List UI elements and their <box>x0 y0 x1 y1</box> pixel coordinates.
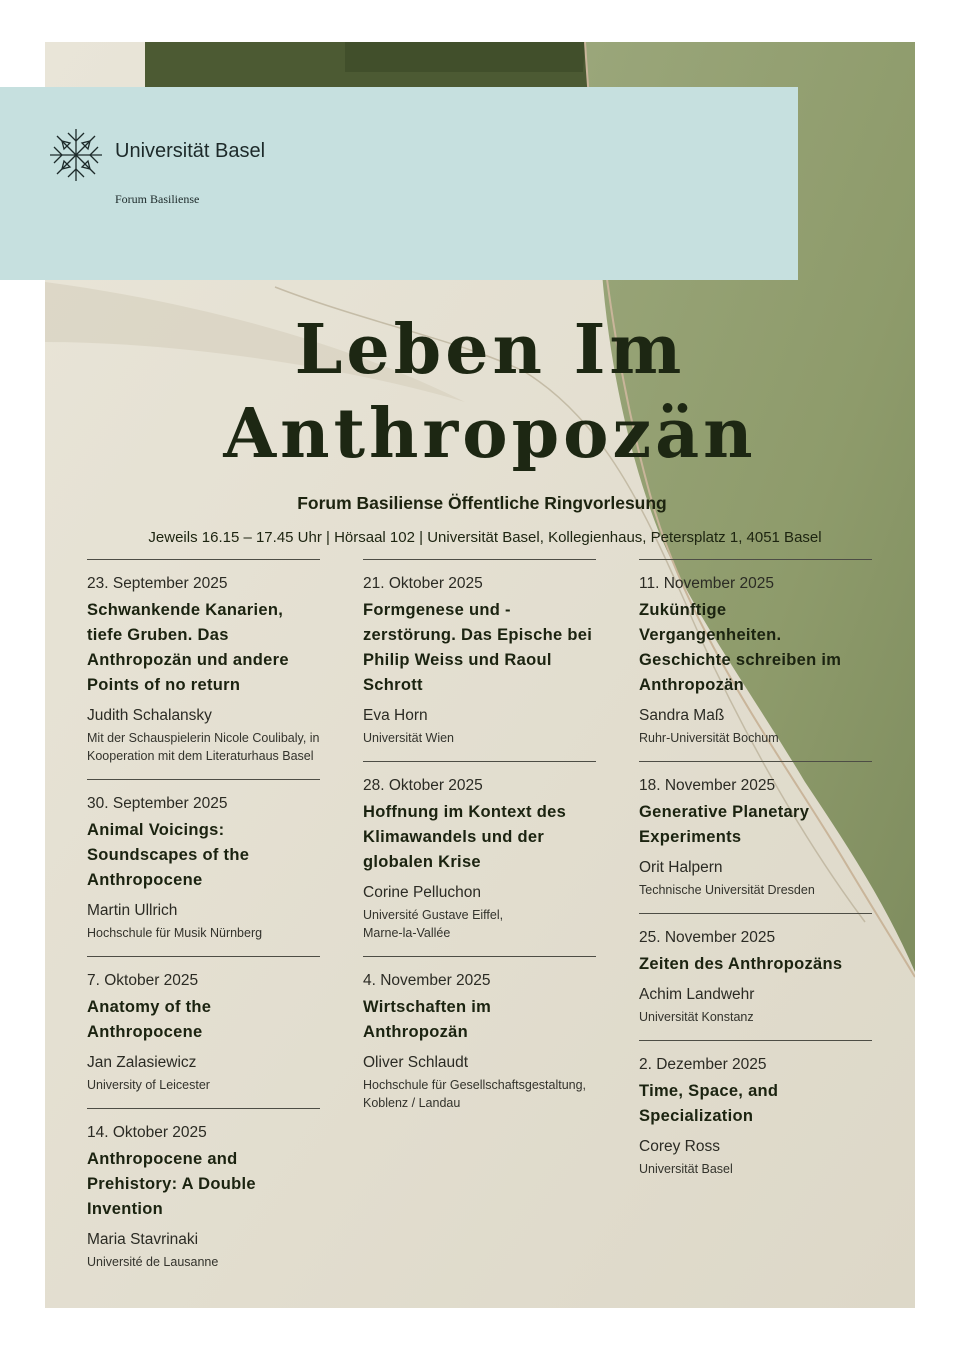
lecture-date: 7. Oktober 2025 <box>87 972 199 989</box>
lecture-title: Anthropocene and Prehistory: A Double Invention <box>87 1150 256 1218</box>
lecture-speaker: Martin Ullrich <box>87 902 178 919</box>
lecture-affiliation: Université de Lausanne <box>87 1255 219 1269</box>
lecture-speaker: Maria Stavrinaki <box>87 1231 199 1248</box>
lecture-entry <box>87 1108 320 1285</box>
lecture-speaker: Jan Zalasiewicz <box>87 1054 197 1071</box>
lecture-entry <box>639 559 872 761</box>
lecture-date: 23. September 2025 <box>87 575 228 592</box>
lecture-affiliation: University of Leicester <box>87 1078 210 1092</box>
lecture-speaker: Sandra Maß <box>639 707 725 724</box>
lecture-entry <box>639 913 872 1040</box>
lecture-date: 2. Dezember 2025 <box>639 1056 767 1073</box>
lecture-affiliation: Hochschule für Musik Nürnberg <box>87 926 263 940</box>
lecture-title: Hoffnung im Kontext des Klimawandels und der globalen Krise <box>363 803 567 871</box>
lecture-date: 11. November 2025 <box>639 575 774 592</box>
lecture-speaker: Judith Schalansky <box>87 707 212 724</box>
lecture-date: 21. Oktober 2025 <box>363 575 483 592</box>
lecture-affiliation: Ruhr-Universität Bochum <box>639 731 779 745</box>
lecture-entry <box>363 559 596 761</box>
lecture-speaker: Eva Horn <box>363 707 428 724</box>
event-info: Jeweils 16.15 – 17.45 Uhr | Hörsaal 102 | Universität Basel, Kollegienhaus, Petersplatz 1, 4051 Basel <box>148 529 822 546</box>
lecture-title: Anatomy of the Anthropocene <box>87 998 212 1041</box>
lecture-entry <box>87 559 320 779</box>
lecture-affiliation: Hochschule für Gesellschaftsgestaltung, Koblenz / Landau <box>363 1078 587 1110</box>
lecture-entry <box>639 761 872 913</box>
snowflake-star-logo-icon <box>48 127 104 183</box>
lecture-title: Formgenese und -zerstörung. Das Epische bei Philip Weiss und Raoul Schrott <box>363 601 593 694</box>
lecture-column-2 <box>363 559 596 1126</box>
lecture-affiliation: Mit der Schauspielerin Nicole Coulibaly, in Kooperation mit dem Literaturhaus Basel <box>87 731 320 763</box>
lecture-entry <box>87 956 320 1108</box>
lecture-date: 30. September 2025 <box>87 795 228 812</box>
lecture-title: Wirtschaften im Anthropozän <box>363 998 492 1041</box>
lecture-speaker: Achim Landwehr <box>639 986 755 1003</box>
lecture-title: Zeiten des Anthropozäns <box>639 955 843 973</box>
unit-name: Forum Basiliense <box>115 192 200 206</box>
lecture-title: Zukünftige Vergangenheiten. Geschichte schreiben im Anthropozän <box>639 601 842 694</box>
lecture-date: 14. Oktober 2025 <box>87 1124 207 1141</box>
lecture-affiliation: Technische Universität Dresden <box>639 883 815 897</box>
lecture-entry <box>639 1040 872 1192</box>
lecture-affiliation: Universität Basel <box>639 1162 733 1176</box>
poster-subtitle: Forum Basiliense Öffentliche Ringvorlesung <box>297 493 667 513</box>
lecture-speaker: Corey Ross <box>639 1138 720 1155</box>
lecture-date: 25. November 2025 <box>639 929 776 946</box>
lecture-affiliation: Universität Konstanz <box>639 1010 754 1024</box>
lecture-speaker: Oliver Schlaudt <box>363 1054 469 1071</box>
poster-title: Leben Im Anthropozän <box>223 310 757 474</box>
lecture-affiliation: Universität Wien <box>363 731 454 745</box>
lecture-speaker: Corine Pelluchon <box>363 884 482 901</box>
lecture-date: 4. November 2025 <box>363 972 491 989</box>
lecture-entry <box>363 956 596 1126</box>
university-name: Universität Basel <box>115 140 266 162</box>
lecture-column-1 <box>87 559 320 1285</box>
header-box <box>0 87 798 280</box>
lecture-title: Schwankende Kanarien, tiefe Gruben. Das Anthropozän und andere Points of no return <box>87 601 289 694</box>
lecture-title: Animal Voicings: Soundscapes of the Anthropocene <box>87 821 250 889</box>
lecture-entry <box>363 761 596 956</box>
lecture-title: Time, Space, and Specialization <box>639 1082 779 1125</box>
lecture-entry <box>87 779 320 956</box>
lecture-speaker: Orit Halpern <box>639 859 723 876</box>
lecture-column-3 <box>639 559 872 1192</box>
lecture-title: Generative Planetary Experiments <box>639 803 810 846</box>
lecture-date: 18. November 2025 <box>639 777 776 794</box>
lecture-affiliation: Université Gustave Eiffel, Marne-la-Vallée <box>363 908 504 940</box>
lecture-date: 28. Oktober 2025 <box>363 777 483 794</box>
